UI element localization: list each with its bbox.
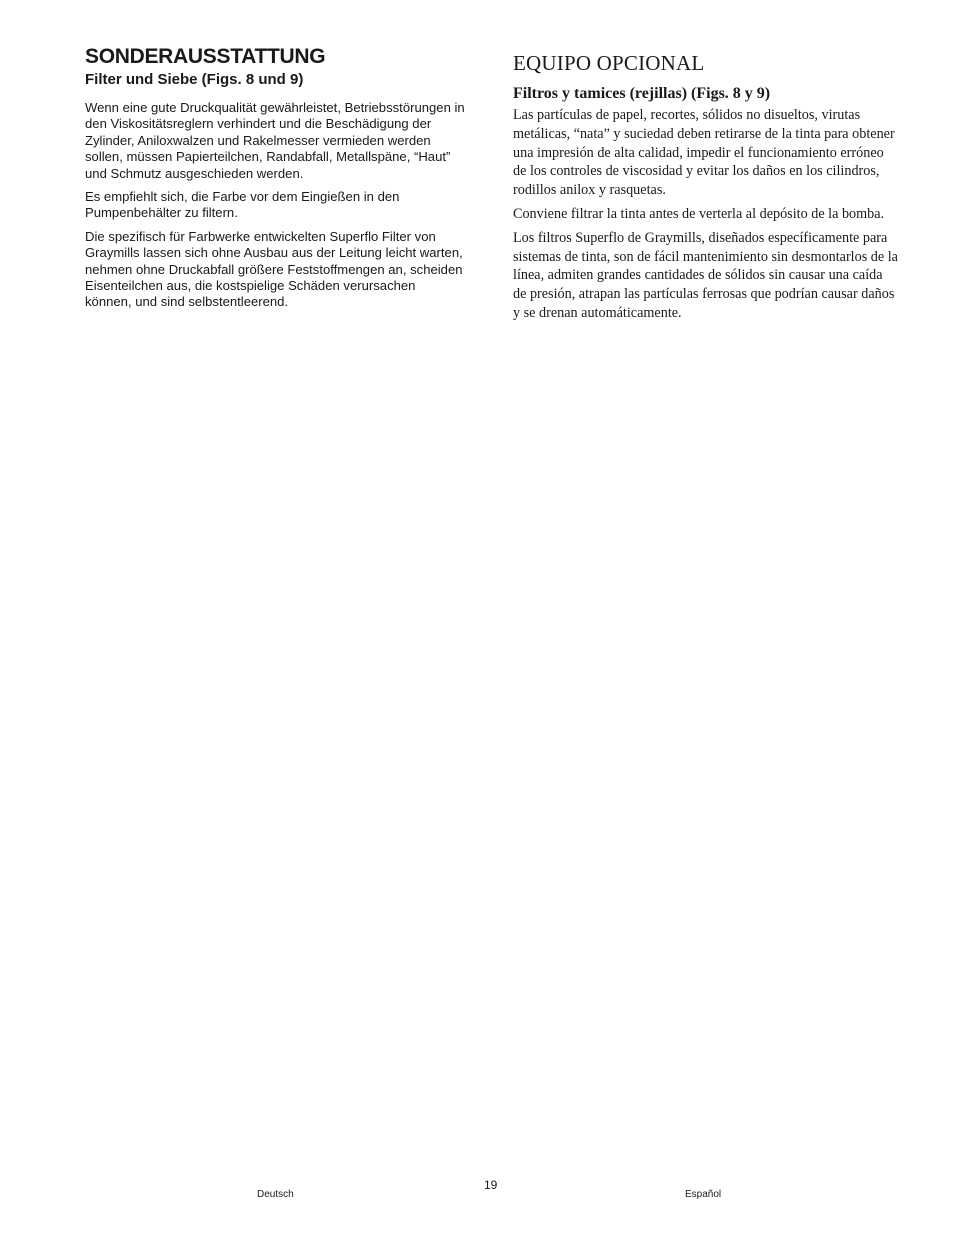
german-column [85, 44, 465, 318]
german-section-title: SONDERAUSSTATTUNG [85, 45, 326, 68]
page-number: 19 [484, 1178, 498, 1192]
german-paragraph-1: Wenn eine gute Druckqualität gewährleistet, Betriebsstörungen in den Viskositätsreglern verhindert und die Beschädigung der Zylinder, Aniloxwalzen und Rakelmesser vermieden werden sollen, müssen Papierteilchen, Randabfall, Metallspäne, “Haut” und Schmutz ausgeschieden werden. [85, 100, 465, 181]
footer-language-deutsch: Deutsch [257, 1189, 294, 1200]
spanish-column [513, 44, 898, 328]
spanish-section-title: EQUIPO OPCIONAL [513, 51, 705, 75]
spanish-paragraph-2: Conviene filtrar la tinta antes de verterla al depósito de la bomba. [513, 205, 885, 222]
german-paragraph-2: Es empfiehlt sich, die Farbe vor dem Eingießen in den Pumpenbehälter zu filtern. [85, 189, 400, 221]
german-subheading: Filter und Siebe (Figs. 8 und 9) [85, 71, 304, 88]
german-paragraph-3: Die spezifisch für Farbwerke entwickelten Superflo Filter von Graymills lassen sich ohne Ausbau aus der Leitung leicht warten, nehmen ohne Druckabfall größere Feststoffmengen an, scheiden Eisenteilchen aus, die kostspielige Schäden verursachen können, und sind selbstentleerend. [85, 228, 463, 310]
footer-language-espanol: Español [685, 1189, 722, 1200]
spanish-subheading: Filtros y tamices (rejillas) (Figs. 8 y 9) [513, 85, 771, 102]
spanish-paragraph-1: Las partículas de papel, recortes, sólidos no disueltos, virutas metálicas, “nata” y suciedad deben retirarse de la tinta para obtener una impresión de alta calidad, impedir el funcionamiento erróneo de los controles de viscosidad y evitar los daños en los cilindros, rodillos anilox y rasquetas. [513, 107, 895, 199]
spanish-paragraph-3: Los filtros Superflo de Graymills, diseñados específicamente para sistemas de tinta, son de fácil mantenimiento sin desmontarlos de la línea, admiten grandes cantidades de sólidos sin causar una caída de presión, atrapan las partículas ferrosas que podrían causar daños y se drenan automáticamente. [513, 229, 898, 321]
